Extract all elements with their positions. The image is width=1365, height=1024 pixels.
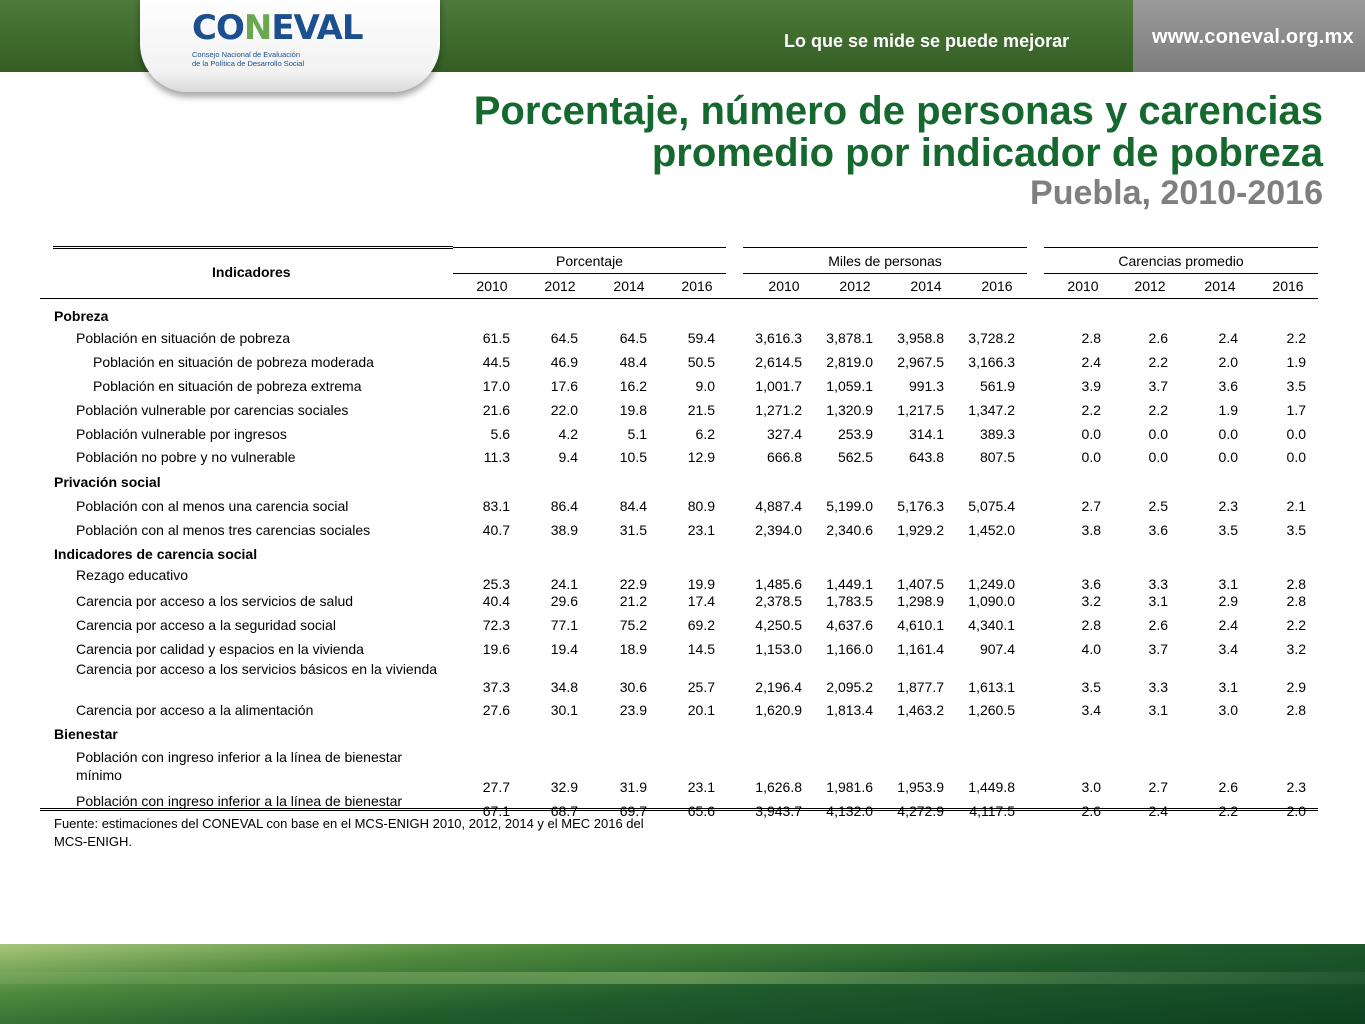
- table-cell: 67.1: [482, 803, 510, 819]
- group-mid-rule: [1044, 273, 1318, 274]
- table-cell: 1,153.0: [755, 641, 802, 657]
- table-cell: 562.5: [837, 449, 873, 465]
- table-cell: 3.2: [1081, 593, 1101, 609]
- table-cell: 9.0: [695, 378, 715, 394]
- table-cell: 25.7: [687, 679, 715, 695]
- table-cell: 561.9: [979, 378, 1015, 394]
- table-cell: 2.2: [1148, 354, 1168, 370]
- table-cell: 1,001.7: [755, 378, 802, 394]
- year-header: 2012: [1134, 278, 1166, 294]
- table-cell: 3.6: [1081, 576, 1101, 592]
- table-cell: 5,199.0: [826, 498, 873, 514]
- logo-sub-line1: Consejo Nacional de Evaluación: [192, 50, 300, 59]
- table-cell: 3.5: [1286, 378, 1306, 394]
- table-cell: 2.5: [1148, 498, 1168, 514]
- table-cell: 2,196.4: [755, 679, 802, 695]
- table-cell: 75.2: [619, 617, 647, 633]
- slogan: Lo que se mide se puede mejorar: [784, 31, 1070, 51]
- table-cell: 2.2: [1148, 402, 1168, 418]
- row-label: Rezago educativo: [76, 567, 189, 583]
- coneval-logo: [192, 8, 363, 48]
- year-header: 2016: [681, 278, 713, 294]
- footer-streak: [0, 972, 1365, 984]
- table-cell: 2.6: [1148, 330, 1168, 346]
- table-cell: 0.0: [1148, 449, 1168, 465]
- group-header: Porcentaje: [556, 253, 623, 269]
- table-cell: 46.9: [550, 354, 578, 370]
- year-header: 2016: [1272, 278, 1304, 294]
- table-cell: 2.3: [1286, 779, 1306, 795]
- table-cell: 3,166.3: [968, 354, 1015, 370]
- table-cell: 2.6: [1148, 617, 1168, 633]
- table-cell: 2,394.0: [755, 522, 802, 538]
- table-cell: 5,176.3: [897, 498, 944, 514]
- table-cell: 22.9: [619, 576, 647, 592]
- table-cell: 2,340.6: [826, 522, 873, 538]
- row-label: Población con al menos tres carencias sociales: [76, 522, 371, 538]
- table-cell: 38.9: [550, 522, 578, 538]
- table-cell: 4,610.1: [897, 617, 944, 633]
- row-label: Carencia por acceso a los servicios básicos en la vivienda: [76, 661, 438, 677]
- table-cell: 2,095.2: [826, 679, 873, 695]
- row-label: Carencia por acceso a los servicios de salud: [76, 593, 354, 609]
- table-cell: 1,260.5: [968, 702, 1015, 718]
- logo-word-c: EVAL: [271, 8, 363, 48]
- table-cell: 327.4: [766, 426, 802, 442]
- table-cell: 12.9: [687, 449, 715, 465]
- table-cell: 30.1: [550, 702, 578, 718]
- table-cell: 0.0: [1286, 449, 1306, 465]
- table-cell: 1,449.8: [968, 779, 1015, 795]
- table-cell: 17.4: [687, 593, 715, 609]
- table-cell: 3.9: [1081, 378, 1101, 394]
- table-cell: 3.4: [1218, 641, 1238, 657]
- group-header: Carencias promedio: [1118, 253, 1244, 269]
- title-line1: Porcentaje, número de personas y carencias: [473, 89, 1323, 133]
- table-cell: 80.9: [687, 498, 715, 514]
- table-cell: 1,463.2: [897, 702, 944, 718]
- table-cell: 5,075.4: [968, 498, 1015, 514]
- table-cell: 3.0: [1218, 702, 1238, 718]
- table-cell: 83.1: [482, 498, 510, 514]
- table-cell: 2.0: [1218, 354, 1238, 370]
- table-cell: 2.6: [1218, 779, 1238, 795]
- table-cell: 807.5: [979, 449, 1015, 465]
- table-cell: 3.7: [1148, 378, 1168, 394]
- group-top-rule: [743, 247, 1027, 248]
- year-header: 2012: [839, 278, 871, 294]
- group-top-rule: [1044, 247, 1318, 248]
- table-cell: 0.0: [1286, 426, 1306, 442]
- table-cell: 19.9: [687, 576, 715, 592]
- table-cell: 1.7: [1286, 402, 1306, 418]
- table-cell: 3.4: [1081, 702, 1101, 718]
- year-header: 2010: [1067, 278, 1099, 294]
- table-cell: 3.6: [1148, 522, 1168, 538]
- table-cell: 2.4: [1148, 803, 1168, 819]
- table-cell: 17.0: [482, 378, 510, 394]
- table-cell: 2.0: [1286, 803, 1306, 819]
- table-cell: 4,340.1: [968, 617, 1015, 633]
- logo-sub-line2: de la Política de Desarrollo Social: [192, 59, 305, 68]
- header-top-rule: [53, 246, 453, 247]
- table-cell: 2.4: [1218, 617, 1238, 633]
- table-cell: 4,132.0: [826, 803, 873, 819]
- table-cell: 16.2: [619, 378, 647, 394]
- table-cell: 14.5: [687, 641, 715, 657]
- row-label: Población en situación de pobreza: [76, 330, 291, 346]
- table-cell: 2.9: [1286, 679, 1306, 695]
- year-header: 2014: [613, 278, 645, 294]
- table-cell: 1,813.4: [826, 702, 873, 718]
- table-cell: 4,887.4: [755, 498, 802, 514]
- table-cell: 34.8: [550, 679, 578, 695]
- table-cell: 3.3: [1148, 576, 1168, 592]
- table-bottom-rule: [40, 808, 1318, 809]
- table-cell: 4.0: [1081, 641, 1101, 657]
- row-label: Población vulnerable por carencias sociales: [76, 402, 349, 418]
- table-cell: 9.4: [558, 449, 578, 465]
- table-cell: 3,616.3: [755, 330, 802, 346]
- table-cell: 6.2: [695, 426, 715, 442]
- table-cell: 1,059.1: [826, 378, 873, 394]
- table-cell: 3,728.2: [968, 330, 1015, 346]
- table-cell: 1,166.0: [826, 641, 873, 657]
- title-line2: promedio por indicador de pobreza: [651, 131, 1323, 175]
- row-label: Población en situación de pobreza extrema: [93, 378, 362, 394]
- row-label: Población no pobre y no vulnerable: [76, 449, 296, 465]
- table-cell: 31.9: [619, 779, 647, 795]
- table-cell: 1,485.6: [755, 576, 802, 592]
- table-cell: 86.4: [550, 498, 578, 514]
- table-cell: 21.6: [482, 402, 510, 418]
- table-cell: 3.6: [1218, 378, 1238, 394]
- table-cell: 1.9: [1218, 402, 1238, 418]
- table-cell: 84.4: [619, 498, 647, 514]
- table-cell: 23.1: [687, 522, 715, 538]
- table-cell: 2.9: [1218, 593, 1238, 609]
- table-cell: 30.6: [619, 679, 647, 695]
- table-cell: 21.5: [687, 402, 715, 418]
- table-cell: 3.1: [1218, 679, 1238, 695]
- table-cell: 0.0: [1148, 426, 1168, 442]
- table-cell: 1,783.5: [826, 593, 873, 609]
- group-top-rule: [453, 247, 726, 248]
- table-cell: 64.5: [619, 330, 647, 346]
- table-cell: 389.3: [979, 426, 1015, 442]
- header-top-rule-2: [53, 248, 453, 249]
- table-cell: 1,161.4: [897, 641, 944, 657]
- group-mid-rule: [743, 273, 1027, 274]
- row-label: Indicadores de carencia social: [54, 546, 258, 562]
- table-cell: 24.1: [550, 576, 578, 592]
- table-cell: 37.3: [482, 679, 510, 695]
- table-cell: 23.1: [687, 779, 715, 795]
- table-cell: 3.3: [1148, 679, 1168, 695]
- table-cell: 27.6: [482, 702, 510, 718]
- table-cell: 29.6: [550, 593, 578, 609]
- table-cell: 1,452.0: [968, 522, 1015, 538]
- row-label: Bienestar: [54, 726, 118, 742]
- table-cell: 2.8: [1286, 593, 1306, 609]
- header-bottom-rule: [40, 298, 1318, 299]
- table-cell: 1,929.2: [897, 522, 944, 538]
- table-cell: 2.2: [1286, 617, 1306, 633]
- row-label: Población con al menos una carencia social: [76, 498, 349, 514]
- table-cell: 4,637.6: [826, 617, 873, 633]
- year-header: 2010: [476, 278, 508, 294]
- footer-band: [0, 944, 1365, 1024]
- table-cell: 4,117.5: [969, 803, 1015, 819]
- table-cell: 3.7: [1148, 641, 1168, 657]
- table-cell: 69.2: [687, 617, 715, 633]
- row-label: Carencia por acceso a la seguridad social: [76, 617, 336, 633]
- table-cell: 1,298.9: [897, 593, 944, 609]
- table-cell: 2.3: [1218, 498, 1238, 514]
- table-cell: 61.5: [482, 330, 510, 346]
- table-cell: 1,877.7: [897, 679, 944, 695]
- row-label: Población con ingreso inferior a la línea de bienestar: [76, 793, 403, 809]
- table-cell: 2.4: [1218, 330, 1238, 346]
- table-cell: 2.6: [1081, 803, 1101, 819]
- table-cell: 3.5: [1081, 679, 1101, 695]
- table-cell: 0.0: [1218, 449, 1238, 465]
- table-cell: 25.3: [482, 576, 510, 592]
- year-header: 2016: [981, 278, 1013, 294]
- table-cell: 1,271.2: [755, 402, 802, 418]
- table-cell: 27.7: [482, 779, 510, 795]
- table-cell: 2,967.5: [897, 354, 944, 370]
- source-footnote: Fuente: estimaciones del CONEVAL con base en el MCS-ENIGH 2010, 2012, 2014 y el MEC 2016 del MCS-ENIGH.: [54, 816, 644, 849]
- table-cell: 5.6: [490, 426, 510, 442]
- row-label: Pobreza: [54, 308, 109, 324]
- table-cell: 59.4: [687, 330, 715, 346]
- table-cell: 2.8: [1286, 576, 1306, 592]
- year-header: 2010: [768, 278, 800, 294]
- table-cell: 65.6: [687, 803, 715, 819]
- table-cell: 3,943.7: [755, 803, 802, 819]
- table-cell: 50.5: [687, 354, 715, 370]
- logo-word-b: N: [243, 8, 272, 48]
- table-cell: 1,320.9: [826, 402, 873, 418]
- table-cell: 2,819.0: [826, 354, 873, 370]
- table-cell: 1,613.1: [968, 679, 1015, 695]
- table-cell: 3,878.1: [826, 330, 873, 346]
- table-cell: 1.9: [1286, 354, 1306, 370]
- table-cell: 2.8: [1081, 617, 1101, 633]
- year-header: 2014: [1204, 278, 1236, 294]
- table-cell: 19.6: [482, 641, 510, 657]
- table-cell: 4.2: [558, 426, 578, 442]
- table-cell: 44.5: [482, 354, 510, 370]
- table-cell: 3.2: [1286, 641, 1306, 657]
- table-cell: 48.4: [619, 354, 647, 370]
- table-cell: 72.3: [482, 617, 510, 633]
- group-mid-rule: [453, 273, 726, 274]
- logo-subtitle: [192, 50, 304, 68]
- table-cell: 2.2: [1218, 803, 1238, 819]
- table-cell: 3,958.8: [897, 330, 944, 346]
- table-cell: 991.3: [908, 378, 944, 394]
- table-cell: 1,449.1: [826, 576, 873, 592]
- table-cell: 1,981.6: [826, 779, 873, 795]
- table-cell: 1,953.9: [897, 779, 944, 795]
- table-cell: 2.4: [1081, 354, 1101, 370]
- table-cell: 3.1: [1148, 593, 1168, 609]
- table-cell: 18.9: [619, 641, 647, 657]
- table-cell: 314.1: [908, 426, 944, 442]
- table-cell: 68.7: [550, 803, 578, 819]
- table-cell: 23.9: [619, 702, 647, 718]
- page-title: [323, 90, 1323, 212]
- table-cell: 64.5: [550, 330, 578, 346]
- table-cell: 2.7: [1148, 779, 1168, 795]
- table-cell: 3.5: [1286, 522, 1306, 538]
- table-cell: 20.1: [687, 702, 715, 718]
- table-cell: 2.2: [1286, 330, 1306, 346]
- row-label: Carencia por acceso a la alimentación: [76, 702, 314, 718]
- table-cell: 21.2: [619, 593, 647, 609]
- row-label: Privación social: [54, 474, 161, 490]
- year-header: 2012: [544, 278, 576, 294]
- table-cell: 2,614.5: [755, 354, 802, 370]
- table-cell: 3.8: [1081, 522, 1101, 538]
- row-label: Población con ingreso inferior a la línea de bienestar mínimo: [76, 749, 403, 783]
- table-bottom-rule-2: [40, 810, 1318, 811]
- title-subtitle: Puebla, 2010-2016: [1030, 174, 1323, 212]
- table-cell: 10.5: [619, 449, 647, 465]
- table-cell: 40.4: [482, 593, 510, 609]
- table-cell: 3.1: [1148, 702, 1168, 718]
- table-cell: 2.8: [1286, 702, 1306, 718]
- table-cell: 1,626.8: [755, 779, 802, 795]
- table-cell: 1,347.2: [968, 402, 1015, 418]
- table-cell: 11.3: [483, 449, 510, 465]
- table-cell: 1,090.0: [968, 593, 1015, 609]
- table-cell: 3.1: [1218, 576, 1238, 592]
- website-url[interactable]: www.coneval.org.mx: [1152, 26, 1354, 48]
- table-cell: 1,249.0: [968, 576, 1015, 592]
- table-cell: 40.7: [482, 522, 510, 538]
- row-label: Población en situación de pobreza moderada: [93, 354, 374, 370]
- year-header: 2014: [910, 278, 942, 294]
- table-cell: 643.8: [908, 449, 944, 465]
- table-cell: 19.8: [619, 402, 647, 418]
- table-cell: 17.6: [550, 378, 578, 394]
- table-cell: 253.9: [837, 426, 873, 442]
- table-cell: 69.7: [619, 803, 647, 819]
- table-cell: 666.8: [766, 449, 802, 465]
- table-cell: 1,217.5: [897, 402, 944, 418]
- table-cell: 2,378.5: [755, 593, 802, 609]
- table-cell: 0.0: [1081, 449, 1101, 465]
- table-cell: 31.5: [619, 522, 647, 538]
- table-cell: 3.5: [1218, 522, 1238, 538]
- table-cell: 1,620.9: [755, 702, 802, 718]
- table-cell: 0.0: [1081, 426, 1101, 442]
- table-cell: 2.1: [1286, 498, 1306, 514]
- table-cell: 2.8: [1081, 330, 1101, 346]
- table-cell: 2.2: [1081, 402, 1101, 418]
- table-cell: 0.0: [1218, 426, 1238, 442]
- table-cell: 4,250.5: [755, 617, 802, 633]
- table-cell: 5.1: [627, 426, 647, 442]
- table-cell: 19.4: [550, 641, 578, 657]
- table-cell: 4,272.9: [897, 803, 944, 819]
- group-header: Miles de personas: [828, 253, 942, 269]
- row-label: Carencia por calidad y espacios en la vivienda: [76, 641, 364, 657]
- table-cell: 77.1: [550, 617, 578, 633]
- row-label: Población vulnerable por ingresos: [76, 426, 287, 442]
- table-cell: 2.7: [1081, 498, 1101, 514]
- indicators-header: Indicadores: [212, 264, 291, 280]
- logo-word-a: CO: [192, 8, 244, 48]
- table-cell: 22.0: [550, 402, 578, 418]
- table-cell: 907.4: [979, 641, 1015, 657]
- table-cell: 1,407.5: [897, 576, 944, 592]
- table-cell: 3.0: [1081, 779, 1101, 795]
- table-cell: 32.9: [550, 779, 578, 795]
